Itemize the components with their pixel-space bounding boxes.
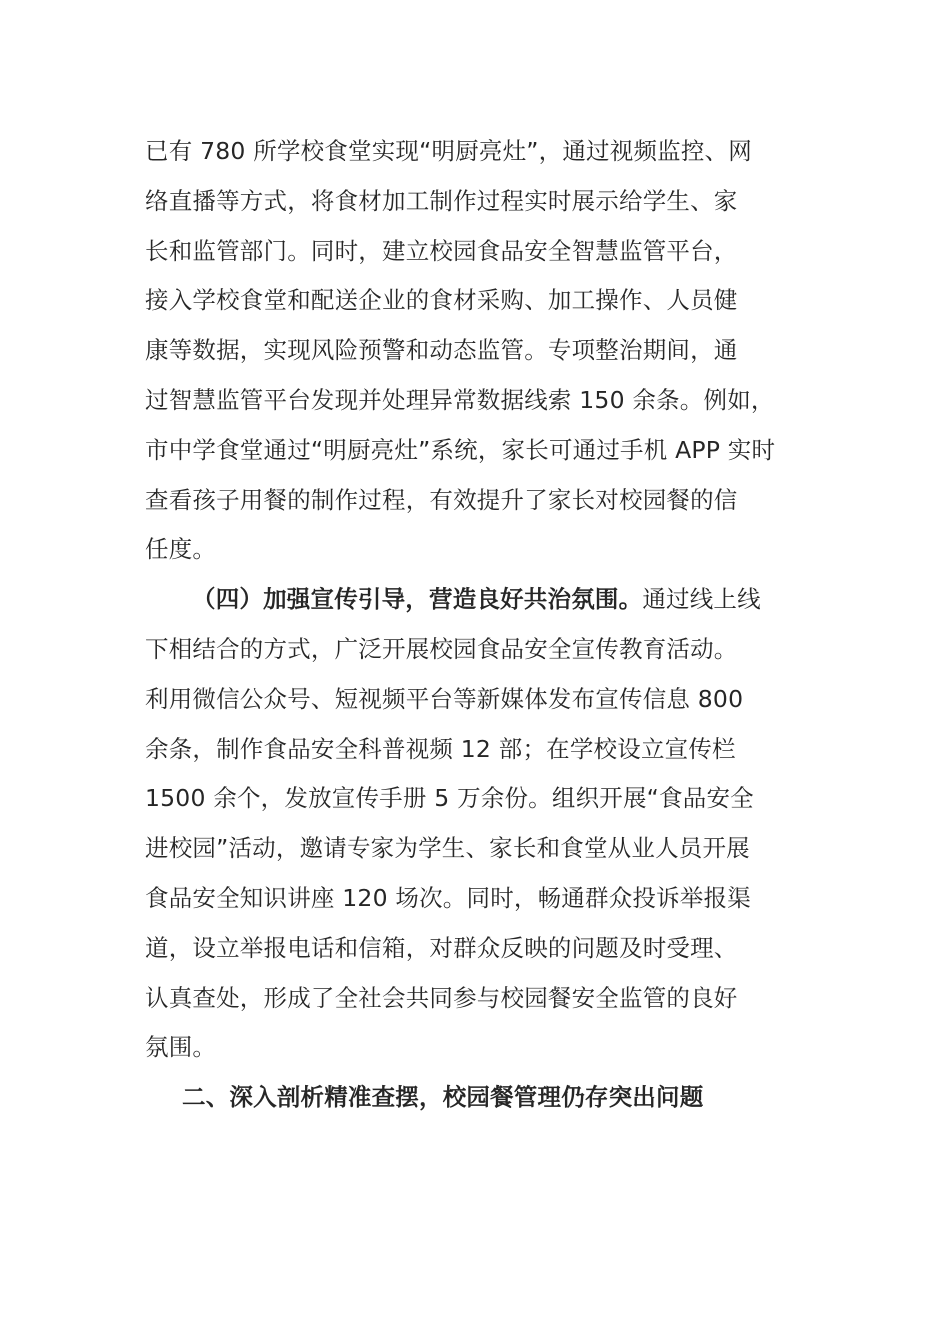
text-line: 进校园”活动，邀请专家为学生、家长和食堂从业人员开展 bbox=[145, 834, 750, 863]
text-line: 余条，制作食品安全科普视频 12 部；在学校设立宣传栏 bbox=[145, 734, 736, 763]
text-line: 食品安全知识讲座 120 场次。同时，畅通群众投诉举报渠 bbox=[145, 883, 751, 912]
text-line: 康等数据，实现风险预警和动态监管。专项整治期间，通 bbox=[145, 336, 738, 365]
paragraph-smart-supervision bbox=[145, 127, 817, 575]
text-line: 利用微信公众号、短视频平台等新媒体发布宣传信息 800 bbox=[145, 684, 744, 713]
paragraph-first-line bbox=[145, 575, 817, 625]
paragraph-publicity bbox=[145, 575, 817, 1073]
text-line: 任度。 bbox=[145, 535, 217, 564]
text-line: 认真查处，形成了全社会共同参与校园餐安全监管的良好 bbox=[145, 983, 738, 1012]
section-heading: 二、深入剖析精准查摆，校园餐管理仍存突出问题 bbox=[182, 1083, 704, 1112]
text-line: 接入学校食堂和配送企业的食材采购、加工操作、人员健 bbox=[145, 286, 738, 315]
text-line: 市中学食堂通过“明厨亮灶”系统，家长可通过手机 APP 实时 bbox=[145, 435, 776, 464]
subsection-heading: （四）加强宣传引导，营造良好共治氛围。 bbox=[192, 585, 643, 614]
text-line: 下相结合的方式，广泛开展校园食品安全宣传教育活动。 bbox=[145, 634, 738, 663]
text-line: 已有 780 所学校食堂实现“明厨亮灶”，通过视频监控、网 bbox=[145, 137, 752, 165]
text-line: 道，设立举报电话和信箱，对群众反映的问题及时受理、 bbox=[145, 933, 738, 962]
text-line: 长和监管部门。同时，建立校园食品安全智慧监管平台， bbox=[145, 236, 738, 265]
text-line: 1500 余个，发放宣传手册 5 万余份。组织开展“食品安全 bbox=[145, 784, 754, 813]
text-line: 过智慧监管平台发现并处理异常数据线索 150 余条。例如， bbox=[145, 385, 775, 414]
paragraph-first-line-text: 通过线上线 bbox=[642, 585, 761, 614]
document-body bbox=[145, 127, 817, 1123]
text-line: 氛围。 bbox=[145, 1033, 217, 1062]
text-line: 络直播等方式，将食材加工制作过程实时展示给学生、家 bbox=[145, 186, 738, 215]
text-line: 查看孩子用餐的制作过程，有效提升了家长对校园餐的信 bbox=[145, 485, 738, 514]
